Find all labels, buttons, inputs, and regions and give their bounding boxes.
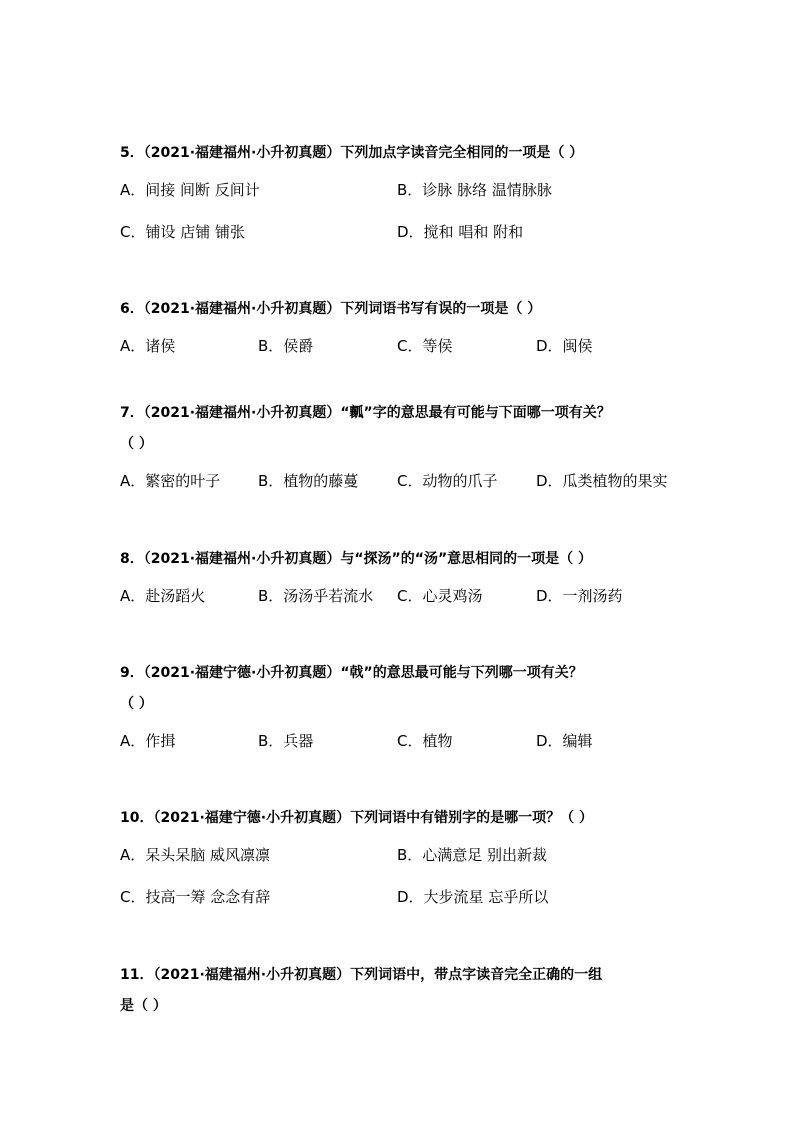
option-d: D．一剂汤药 (536, 587, 623, 605)
question-stem-continued: 是（ ） (120, 998, 167, 1014)
option-b: B．心满意足 别出新裁 (397, 846, 548, 864)
option-c: C．心灵鸡汤 (397, 587, 483, 605)
option-c: C．动物的爪子 (397, 472, 498, 490)
option-a: A．呆头呆脑 威风凛凛 (120, 846, 271, 864)
options-row-1 (120, 460, 700, 502)
question-stem: 7．（2021·福建福州·小升初真题）“瓤”字的意思最有可能与下面哪一项有关？ (120, 405, 611, 421)
options-row-1 (120, 575, 700, 617)
options-row-2 (120, 211, 700, 253)
option-c: C．植物 (397, 732, 453, 750)
option-a: A．诸侯 (120, 337, 176, 355)
options-row-1 (120, 169, 700, 211)
question-8 (120, 544, 700, 617)
options-row-1 (120, 325, 700, 367)
option-d: D．编辑 (536, 732, 593, 750)
question-9 (120, 658, 700, 762)
option-d: D．搅和 唱和 附和 (397, 223, 524, 241)
option-b: B．汤汤乎若流水 (258, 587, 374, 605)
options-row-1 (120, 720, 700, 762)
option-c: C．等侯 (397, 337, 453, 355)
question-stem: 10．（2021·福建宁德·小升初真题）下列词语中有错别字的是哪一项？（ ） (120, 810, 593, 826)
option-d: D．大步流星 忘乎所以 (397, 888, 549, 906)
option-d: D．闽侯 (536, 337, 593, 355)
question-stem-continued: （ ） (120, 696, 153, 712)
question-5 (120, 138, 700, 253)
option-a: A．作揖 (120, 732, 176, 750)
options-row-1 (120, 834, 700, 876)
question-stem: 5．（2021·福建福州·小升初真题）下列加点字读音完全相同的一项是（ ） (120, 145, 584, 161)
question-stem: 8．（2021·福建福州·小升初真题）与“探汤”的“汤”意思相同的一项是（ ） (120, 551, 593, 567)
option-b: B．侯爵 (258, 337, 314, 355)
option-b: B．植物的藤蔓 (258, 472, 359, 490)
question-7 (120, 398, 700, 502)
option-c: C．技高一筹 念念有辞 (120, 888, 271, 906)
question-6 (120, 294, 700, 367)
question-stem: 6．（2021·福建福州·小升初真题）下列词语书写有误的一项是（ ） (120, 301, 542, 317)
question-stem: 9．（2021·福建宁德·小升初真题）“戟”的意思最可能与下列哪一项有关？ (120, 665, 583, 681)
question-10 (120, 803, 700, 918)
option-b: B．诊脉 脉络 温情脉脉 (397, 181, 552, 199)
option-c: C．铺设 店铺 铺张 (120, 223, 246, 241)
question-11 (120, 960, 700, 1022)
question-stem-continued: （ ） (120, 436, 153, 452)
option-a: A．间接 间断 反间计 (120, 181, 260, 199)
option-d: D．瓜类植物的果实 (536, 472, 668, 490)
option-a: A．繁密的叶子 (120, 472, 221, 490)
option-a: A．赴汤蹈火 (120, 587, 206, 605)
option-b: B．兵器 (258, 732, 314, 750)
question-stem: 11．（2021·福建福州·小升初真题）下列词语中，带点字读音完全正确的一组 (120, 967, 603, 983)
options-row-2 (120, 876, 700, 918)
